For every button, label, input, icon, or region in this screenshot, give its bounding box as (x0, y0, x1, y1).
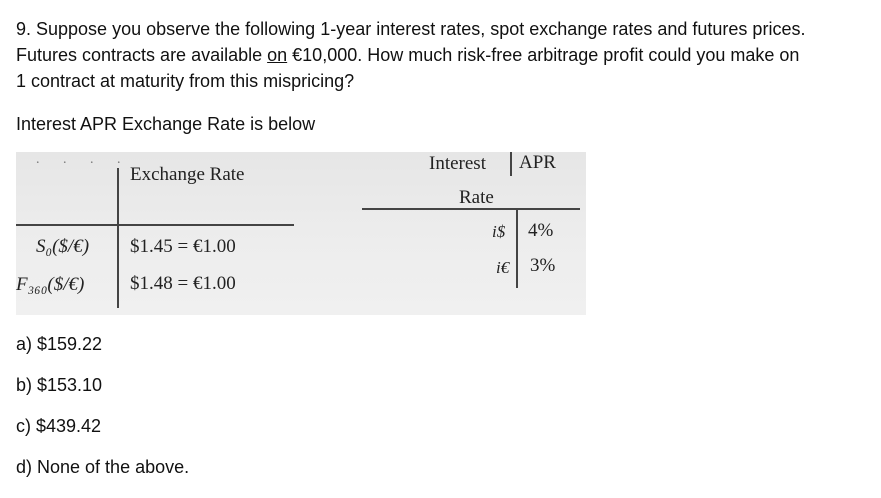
rate-header: Rate (459, 187, 494, 208)
rates-figure (16, 152, 586, 315)
answer-option-a[interactable]: a) $159.22 (16, 334, 103, 354)
question-line-1: 9. Suppose you observe the following 1-year interest rates, spot exchange rates and futures prices. (16, 19, 806, 39)
spot-rate-value: $1.45 = €1.00 (130, 236, 236, 257)
eu-interest-rate: 3% (530, 255, 556, 276)
question-line-3: 1 contract at maturity from this mispricing? (16, 71, 355, 91)
answer-option-d[interactable]: d) None of the above. (16, 457, 190, 477)
question-line-2-start: Futures contracts are available (16, 45, 268, 65)
decorative-dots: . . . . (36, 152, 131, 167)
us-interest-symbol: i$ (492, 222, 506, 241)
interest-header: Interest (429, 153, 486, 174)
intro-text: Interest APR Exchange Rate is below (16, 114, 316, 134)
exchange-rate-header: Exchange Rate (130, 164, 245, 185)
question-line-2-end: €10,000. How much risk-free arbitrage profit could you make on (287, 45, 800, 65)
interest-vertical-rule (516, 208, 518, 288)
apr-header: APR (519, 152, 556, 173)
futures-price-value: $1.48 = €1.00 (130, 273, 236, 294)
exchange-horizontal-rule (16, 224, 294, 226)
eu-interest-symbol: i€ (496, 258, 510, 277)
interest-header-rule (510, 152, 512, 176)
us-interest-rate: 4% (528, 220, 554, 241)
answer-options (16, 334, 189, 498)
underlined-word: on (267, 45, 288, 65)
answer-option-b[interactable]: b) $153.10 (16, 375, 103, 395)
question-text (16, 16, 876, 94)
exchange-vertical-rule (117, 168, 119, 308)
futures-price-label: F₃₆₀($/€) (16, 274, 85, 295)
spot-rate-label: S₀($/€) (36, 236, 90, 257)
answer-option-c[interactable]: c) $439.42 (16, 416, 102, 436)
question-line-2 (16, 42, 876, 68)
